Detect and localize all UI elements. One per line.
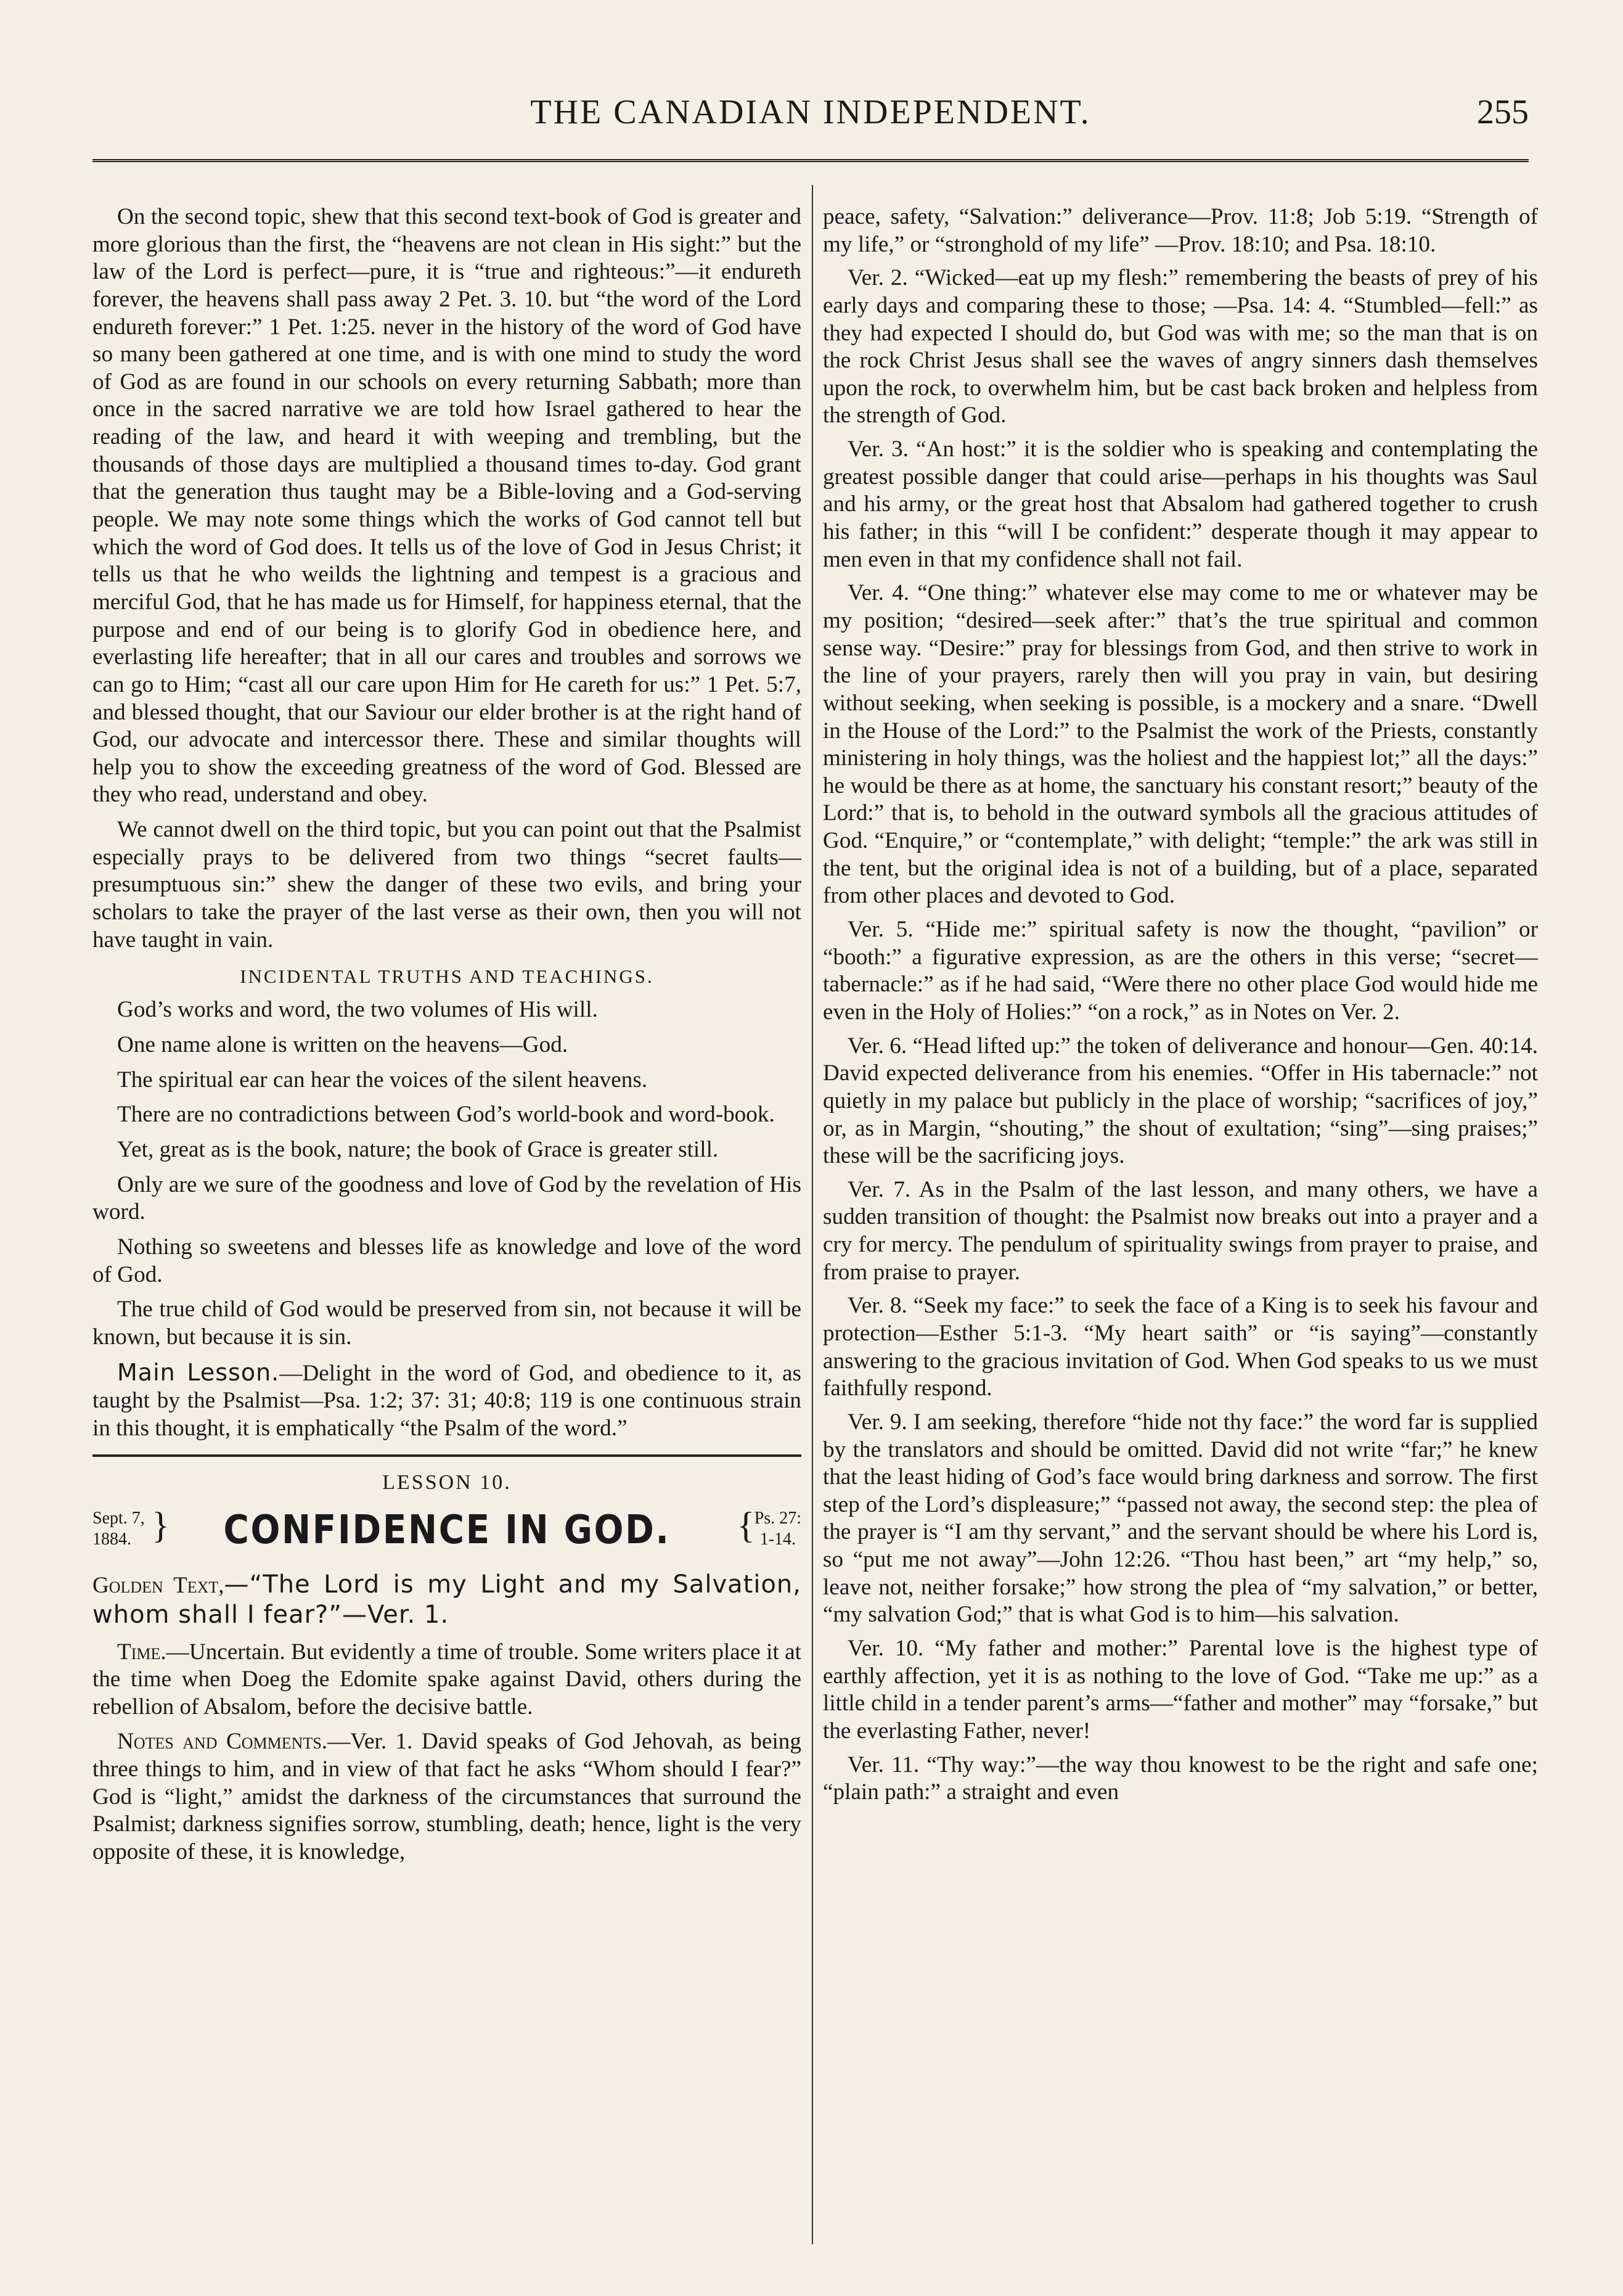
verse-note: Ver. 10. “My father and mother:” Parental love is the highest type of earthly affection, yet it is as nothing to the love of God. “Take me up:” as a little child in a tender parent’s arms—“father and mother” may “forsake,” but the everlasting Father, never! bbox=[823, 1636, 1538, 1744]
lesson-title: CONFIDENCE IN GOD. bbox=[223, 1507, 671, 1554]
notes-paragraph bbox=[92, 1728, 801, 1866]
verse-note: Ver. 6. “Head lifted up:” the token of deliverance and honour—Gen. 40:14. David expected deliverance from his enemies. “Offer in His tabernacle:” not quietly in my palace but publicly in the place of worship; “sacrifices of joy,” or, as in Margin, “shouting,” the shout of exultation; “sing”—sing praises;” these will be the sacrificing joys. bbox=[823, 1033, 1538, 1169]
lesson-number: LESSON 10. bbox=[382, 1471, 512, 1494]
left-column bbox=[92, 203, 801, 1874]
verse-note: Ver. 5. “Hide me:” spiritual safety is now the thought, “pavilion” or “booth:” a figurative expression, as are the others in this verse; “secret—tabernacle:” as if he had said, “Were there no other place God would hide me even in the Holy of Holies:” “on a rock,” as in Notes on Ver. 2. bbox=[823, 917, 1538, 1025]
lesson-date-line: Sept. 7, bbox=[92, 1509, 145, 1528]
lesson-divider bbox=[92, 1454, 801, 1457]
paragraph: We cannot dwell on the third topic, but you can point out that the Psalmist especially prays to be delivered from two things “secret faults—presumptuous sin:” shew the danger of these two evils, and bring your scholars to take the prayer of the last verse as their own, then you will not have taught in vain. bbox=[92, 817, 801, 953]
notes-text: —Ver. 1. David speaks of God Jehovah, as being three things to him, and in view of that fact he asks “Whom should I fear?” God is “light,” amidst the darkness of the circumstances that surround the Psalmist; darkness signifies sorrow, stumbling, death; hence, light is the very opposite of these, it is knowledge, bbox=[92, 1729, 801, 1865]
page-header bbox=[92, 92, 1529, 136]
main-lesson-text: —Delight in the word of God, and obedience to it, as taught by the Psalmist—Psa. 1:2; 37: 31; 40:8; 119 is one continuous strain in this thought, it is emphatically “the Psalm of the word.” bbox=[92, 1360, 801, 1441]
truths-list bbox=[92, 996, 801, 1351]
lesson-title-row bbox=[92, 1504, 801, 1560]
page-number: 255 bbox=[1477, 93, 1529, 131]
verse-note: Ver. 9. I am seeking, therefore “hide not thy face:” the word far is supplied by the translators and should be omitted. David did not write “far;” he knew that the least hiding of God’s face would bring darkness and sorrow. The first step of the Lord’s displeasure;” “passed not away, the second step: the plea of the prayer is “I am thy servant,” and the servant should be where his Lord is, so “put me not away”—John 12:26. “Thou hast been,” art “my help,” so, leave not, neither forsake;” how strong the plea of “my salvation,” or better, “my salvation God;” that is what God is to him—his salvation. bbox=[823, 1409, 1538, 1628]
header-rule bbox=[92, 159, 1529, 166]
main-lesson bbox=[92, 1359, 801, 1443]
truth-item: The true child of God would be preserved from sin, not because it will be known, but because it is sin. bbox=[92, 1297, 801, 1350]
golden-text-label: Golden Text, bbox=[92, 1573, 224, 1599]
brace-glyph: } bbox=[152, 1505, 170, 1546]
paragraph: On the second topic, shew that this second text-book of God is greater and more glorious than the first, the “heavens are not clean in His sight:” but the law of the Lord is perfect—pure, it is “true and righteous:”—it endureth forever, the heavens shall pass away 2 Pet. 3. 10. but “the word of the Lord endureth forever:” 1 Pet. 1:25. never in the history of the word of God have so many been gathered at one time, and is with one mind to study the word of God as are found in our schools on every returning Sabbath; more than once in the sacred narrative we are told how Israel gathered to hear the reading of the law, and heard it with weeping and trembling, but the thousands of those days are multiplied a thousand times to-day. God grant that the generation thus taught may be a Bible-loving and a God-serving people. We may note some things which the works of God cannot tell but which the word of God does. It tells us of the love of God in Jesus Christ; it tells us that he who weilds the lightning and tempest is a gracious and merciful God, that he has made us for Himself, for happiness eternal, that the purpose and end of our being is to glorify God in obedience here, and everlasting life hereafter; that in all our cares and troubles and sorrows we can go to Him; “cast all our care upon Him for He careth for us:” 1 Pet. 5:7, and blessed thought, that our Saviour our elder brother is at the right hand of God, our advocate and intercessor there. These and similar thoughts will help you to show the exceeding greatness of the word of God. Blessed are they who read, understand and obey. bbox=[92, 204, 801, 808]
truth-item: Only are we sure of the goodness and love of God by the revelation of His word. bbox=[92, 1171, 801, 1225]
golden-text-body: —“The Lord is my Light and my Salvation, whom shall I fear?”—Ver. 1. bbox=[92, 1570, 801, 1629]
truth-item: The spiritual ear can hear the voices of the silent heavens. bbox=[117, 1067, 648, 1093]
lesson-scripture-ref bbox=[737, 1505, 801, 1549]
incidental-truths-heading: INCIDENTAL TRUTHS AND TEACHINGS. bbox=[240, 966, 654, 988]
truth-item: There are no contradictions between God’s world-book and word-book. bbox=[117, 1102, 775, 1128]
notes-label: Notes and Comments. bbox=[117, 1729, 328, 1755]
verse-note: Ver. 3. “An host:” it is the soldier who is speaking and contemplating the greatest possible danger that could arise—perhaps in his thoughts was Saul and his army, or the great host that Absalom had gathered together to crush his father; in this “will I be confident:” desperate though it may appear to men even in that my confidence shall not fail. bbox=[823, 437, 1538, 572]
running-title: THE CANADIAN INDEPENDENT. bbox=[530, 93, 1091, 131]
main-lesson-label: Main Lesson. bbox=[117, 1358, 280, 1386]
truth-item: Yet, great as is the book, nature; the book of Grace is greater still. bbox=[117, 1137, 719, 1163]
verse-note: Ver. 8. “Seek my face:” to seek the face of a King is to seek his favour and protection—Esther 5:1-3. “My heart saith” or “is saying”—constantly answering to the gracious invitation of God. When God speaks to us we must faithfully respond. bbox=[823, 1293, 1538, 1401]
time-text: —Uncertain. But evidently a time of trouble. Some writers place it at the time when Doeg the Edomite spake against David, others during the rebellion of Absalom, before the decisive battle. bbox=[92, 1639, 801, 1720]
verse-note: Ver. 11. “Thy way:”—the way thou knowest to be the right and safe one; “plain path:” a straight and even bbox=[823, 1752, 1538, 1805]
scripture-ref-line: Ps. 27: bbox=[754, 1509, 801, 1528]
verse-note: Ver. 4. “One thing:” whatever else may come to me or whatever may be my position; “desired—seek after:” that’s the true spiritual and common sense way. “Desire:” pray for blessings from God, and then strive to work in the line of your prayers, rarely then will you pray in vain, but desiring without seeking, when seeking is possible, is a mockery and a snare. “Dwell in the House of the Lord:” to the Psalmist the work of the Priests, constantly ministering in holy things, was the holiest and the happiest lot;” all the days:” he would be there as at home, the sanctuary his constant resort;” beauty of the Lord:” that is, to behold in the outward symbols all the gracious attitudes of God. “Enquire,” or “contemplate,” with delight; “temple:” the ark was still in the tent, but the original idea is not of a building, but of a place, separated from other places and devoted to God. bbox=[823, 580, 1538, 909]
truth-item: One name alone is written on the heavens—God. bbox=[117, 1032, 568, 1058]
golden-text bbox=[92, 1570, 801, 1630]
verse-note: Ver. 2. “Wicked—eat up my flesh:” remembering the beasts of prey of his early days and comparing these to those; —Psa. 14: 4. “Stumbled—fell:” as they had expected I should do, but God was with me; so the man that is on the rock Christ Jesus shall see the waves of angry sinners dash themselves upon the rock, to overwhelm him, but be cast back broken and helpless from the strength of God. bbox=[823, 265, 1538, 428]
scripture-ref-line: 1-14. bbox=[759, 1529, 796, 1549]
time-label: Time. bbox=[117, 1639, 166, 1665]
right-column bbox=[823, 203, 1538, 1813]
lesson-date-line: 1884. bbox=[92, 1529, 131, 1549]
paragraph: peace, safety, “Salvation:” deliverance—Prov. 11:8; Job 5:19. “Strength of my life,” or “stronghold of my life” —Prov. 18:10; and Psa. 18:10. bbox=[823, 204, 1538, 257]
truth-item: God’s works and word, the two volumes of His will. bbox=[117, 997, 598, 1023]
verse-note: Ver. 7. As in the Psalm of the last lesson, and many others, we have a sudden transition of thought: the Psalmist now breaks out into a prayer and a cry for mercy. The pendulum of spirituality swings from prayer to praise, and from praise to prayer. bbox=[823, 1176, 1538, 1285]
truth-item: Nothing so sweetens and blesses life as knowledge and love of the word of God. bbox=[92, 1234, 801, 1287]
time-paragraph bbox=[92, 1639, 801, 1721]
column-divider bbox=[812, 185, 813, 2244]
brace-glyph: { bbox=[737, 1505, 755, 1546]
